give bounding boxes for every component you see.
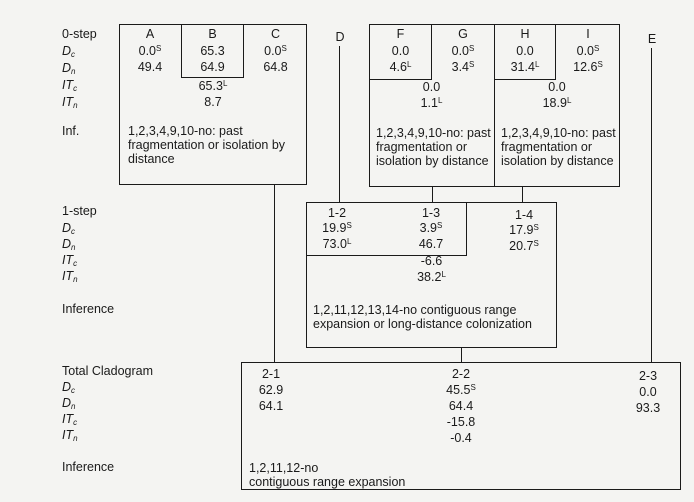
clade-1-2-dc: $19.9^S$ xyxy=(322,221,352,235)
clade-hi-itn: $18.9^L$ xyxy=(542,96,572,110)
dc-label-2: $D_c$ xyxy=(62,380,76,395)
clade-a-dn: 49.4 xyxy=(137,60,163,74)
fg-connector xyxy=(432,187,433,202)
clade-a-dc: $0.0^S$ xyxy=(138,44,162,58)
clade-b-dn: 64.9 xyxy=(200,60,225,74)
clade-e-line xyxy=(651,48,652,362)
itc-label-2: $IT_c$ xyxy=(62,412,78,427)
inference-label-1: Inference xyxy=(62,302,115,316)
clade-c-dc: $0.0^S$ xyxy=(264,44,287,58)
itc-label-1: $IT_c$ xyxy=(62,253,78,268)
clade-f-dn: $4.6^L$ xyxy=(389,60,412,74)
dn-label-1: $D_n$ xyxy=(62,237,76,252)
total-inference-line-1: 1,2,11,12-no xyxy=(249,461,319,475)
clade-2-2-itc: -15.8 xyxy=(446,415,476,429)
clade-i-name: I xyxy=(586,27,590,41)
clade-1-4-dn: $20.7^S$ xyxy=(509,239,539,253)
clade-2-3-dn: 93.3 xyxy=(635,401,661,415)
hi-connector xyxy=(522,187,523,202)
clade-1-3-dc: $3.9^S$ xyxy=(419,221,443,235)
clade-d-line xyxy=(339,46,340,202)
clade-g-dc: $0.0^S$ xyxy=(451,44,475,58)
clade-fg-itn: $1.1^L$ xyxy=(420,96,443,110)
clade-2-2-itn: -0.4 xyxy=(450,431,472,445)
clade-1-2-dn: $73.0^L$ xyxy=(322,237,352,251)
dn-label: $D_n$ xyxy=(62,61,76,76)
clade-fg-inference: 1,2,3,4,9,10-no: past fragmentation or isolation by distance xyxy=(376,126,491,168)
clade-abc-itc: $65.3^L$ xyxy=(198,79,228,93)
clade-i-dc: $0.0^S$ xyxy=(576,44,600,58)
clade-2-2-dc: $45.5^S$ xyxy=(446,383,476,397)
inf-label: Inf. xyxy=(62,124,80,138)
clade-2-2-dn: 64.4 xyxy=(448,399,474,413)
clade-2-3-dc: 0.0 xyxy=(639,385,657,399)
dn-label-2: $D_n$ xyxy=(62,396,76,411)
dc-label-1: $D_c$ xyxy=(62,221,76,236)
clade-abc-itn: 8.7 xyxy=(204,95,222,109)
clade-hi-itc: 0.0 xyxy=(548,80,566,94)
clade-1-4-dc: $17.9^S$ xyxy=(509,223,539,237)
clade-fg-itc: 0.0 xyxy=(422,80,441,94)
clade-e-name: E xyxy=(647,32,657,46)
one-step-connector xyxy=(461,348,462,362)
dc-label: $D_c$ xyxy=(62,44,76,59)
clade-2-1-dn: 64.1 xyxy=(258,399,284,413)
clade-h-dc: 0.0 xyxy=(516,44,534,58)
one-step-inference: 1,2,11,12,13,14-no contiguous range expansion or long-distance colonization xyxy=(313,303,532,331)
clade-2-3-name: 2-3 xyxy=(638,369,658,383)
clade-1-4-name: 1-4 xyxy=(514,208,534,222)
itn-label-2: $IT_n$ xyxy=(62,428,78,443)
inference-label-2: Inference xyxy=(62,460,115,474)
clade-h-name: H xyxy=(520,27,530,41)
clade-b-name: B xyxy=(208,27,217,41)
zero-step-label: 0-step xyxy=(62,27,97,41)
itc-label: $IT_c$ xyxy=(62,78,78,93)
clade-2-1-name: 2-1 xyxy=(261,367,281,381)
total-inference-line-2: contiguous range expansion xyxy=(249,475,406,489)
clade-abc-inference: 1,2,3,4,9,10-no: past fragmentation or isolation by distance xyxy=(128,124,286,166)
one-step-itc: -6.6 xyxy=(420,254,443,268)
clade-1-3-name: 1-3 xyxy=(421,206,441,220)
clade-f-dc: 0.0 xyxy=(391,44,410,58)
clade-g-dn: $3.4^S$ xyxy=(451,60,475,74)
clade-hi-inference: 1,2,3,4,9,10-no: past fragmentation or isolation by distance xyxy=(501,126,616,168)
clade-2-1-dc: 62.9 xyxy=(258,383,284,397)
clade-f-name: F xyxy=(396,27,405,41)
total-cladogram-label: Total Cladogram xyxy=(62,364,154,378)
clade-b-dc: 65.3 xyxy=(200,44,225,58)
clade-g-name: G xyxy=(458,27,468,41)
clade-c-dn: 64.8 xyxy=(263,60,288,74)
abc-connector xyxy=(274,185,275,362)
itn-label: $IT_n$ xyxy=(62,95,78,110)
clade-a-name: A xyxy=(145,27,155,41)
clade-1-2-name: 1-2 xyxy=(327,206,347,220)
itn-label-1: $IT_n$ xyxy=(62,269,78,284)
one-step-itn: $38.2^L$ xyxy=(417,270,446,284)
clade-d-name: D xyxy=(335,30,345,44)
clade-i-dn: $12.6^S$ xyxy=(573,60,603,74)
clade-h-dn: $31.4^L$ xyxy=(510,60,540,74)
clade-2-2-name: 2-2 xyxy=(451,367,471,381)
clade-1-3-dn: 46.7 xyxy=(418,237,444,251)
clade-c-name: C xyxy=(270,27,281,41)
one-step-label: 1-step xyxy=(62,204,97,218)
